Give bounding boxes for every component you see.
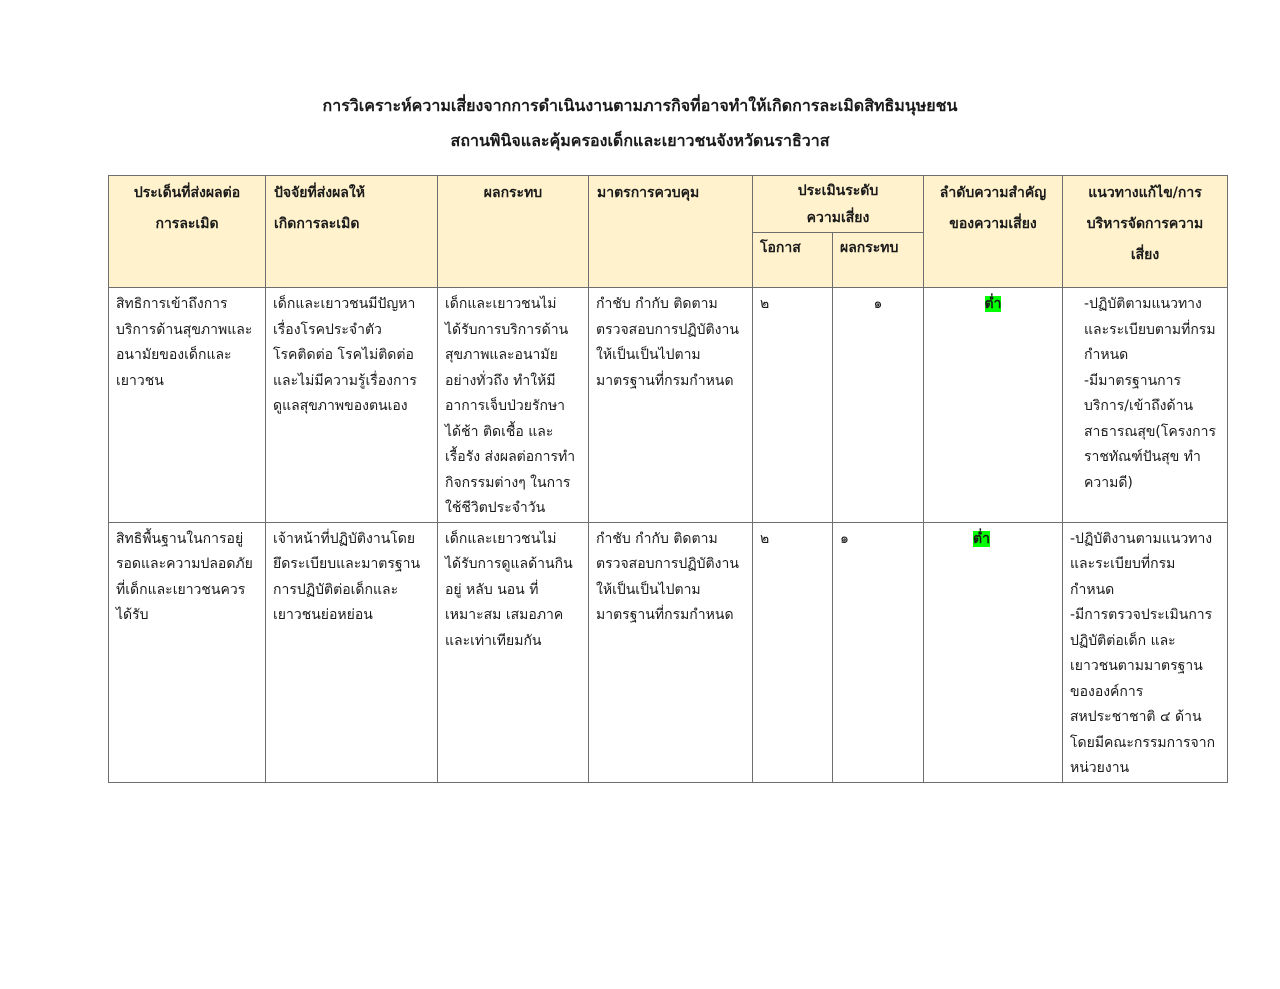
document-subtitle: สถานพินิจและคุ้มครองเด็กและเยาวชนจังหวัดนราธิวาส — [450, 131, 830, 150]
cell-priority — [924, 288, 1063, 523]
header-impact-score: ผลกระทบ — [833, 233, 924, 288]
cell-likelihood: ๒ — [753, 522, 833, 782]
table-row — [109, 288, 1228, 523]
cell-factor: เด็กและเยาวชนมีปัญหา เรื่องโรคประจำตัว โรคติดต่อ โรคไม่ติดต่อ และไม่มีความรู้เรื่องการ ดูแลสุขภาพของตนเอง — [266, 288, 438, 523]
cell-control: กำชับ กำกับ ติดตาม ตรวจสอบการปฏิบัติงาน ให้เป็นเป็นไปตาม มาตรฐานที่กรมกำหนด — [589, 288, 753, 523]
header-assessment: ประเมินระดับ ความเสี่ยง — [753, 176, 924, 233]
header-issue: ประเด็นที่ส่งผลต่อ การละเมิด — [109, 176, 266, 288]
cell-impact: เด็กและเยาวชนไม่ ได้รับการบริการด้าน สุขภาพและอนามัย อย่างทั่วถึง ทำให้มี อาการเจ็บป่วยรักษา ได้ช้า ติดเชื้อ และ เรื้อรัง ส่งผลต่อการทำ กิจกรรมต่างๆ ในการ ใช้ชีวิตประจำวัน — [438, 288, 589, 523]
cell-remedy: -ปฏิบัติงานตามแนวทาง และระเบียบที่กรม กำหนด -มีการตรวจประเมินการ ปฏิบัติต่อเด็ก และ เยาวชนตามมาตรฐาน ขององค์การ สหประชาชาติ ๔ ด้าน โดยมีคณะกรรมการจาก หน่วยงาน — [1063, 522, 1228, 782]
cell-issue: สิทธิการเข้าถึงการ บริการด้านสุขภาพและ อนามัยของเด็กและ เยาวชน — [109, 288, 266, 523]
cell-remedy: -ปฏิบัติตามแนวทาง และระเบียบตามที่กรม กำหนด -มีมาตรฐานการ บริการ/เข้าถึงด้าน สาธารณสุข(โครงการ ราชทัณฑ์ปันสุข ทำ ความดี) — [1063, 288, 1228, 523]
cell-priority — [924, 522, 1063, 782]
cell-issue: สิทธิพื้นฐานในการอยู่ รอดและความปลอดภัย ที่เด็กและเยาวชนควร ได้รับ — [109, 522, 266, 782]
cell-impact-score: ๑ — [833, 288, 924, 523]
document-title: การวิเคราะห์ความเสี่ยงจากการดำเนินงานตามภารกิจที่อาจทำให้เกิดการละเมิดสิทธิมนุษยชน — [322, 96, 958, 115]
priority-badge: ต่ำ — [973, 530, 990, 547]
risk-analysis-table — [108, 175, 1228, 783]
header-control: มาตรการควบคุม — [589, 176, 753, 288]
cell-factor: เจ้าหน้าที่ปฏิบัติงานโดย ยึดระเบียบและมาตรฐาน การปฏิบัติต่อเด็กและ เยาวชนย่อหย่อน — [266, 522, 438, 782]
table-row — [109, 522, 1228, 782]
header-likelihood: โอกาส — [753, 233, 833, 288]
header-remedy: แนวทางแก้ไข/การ บริหารจัดการความ เสี่ยง — [1063, 176, 1228, 288]
cell-impact: เด็กและเยาวชนไม่ ได้รับการดูแลด้านกิน อยู่ หลับ นอน ที่ เหมาะสม เสมอภาค และเท่าเทียมกัน — [438, 522, 589, 782]
header-impact: ผลกระทบ — [438, 176, 589, 288]
priority-badge: ต่ำ — [984, 296, 1002, 312]
header-priority: ลำดับความสำคัญ ของความเสี่ยง — [924, 176, 1063, 288]
header-row — [109, 176, 1228, 233]
cell-impact-score: ๑ — [833, 522, 924, 782]
header-factor: ปัจจัยที่ส่งผลให้ เกิดการละเมิด — [266, 176, 438, 288]
cell-likelihood: ๒ — [753, 288, 833, 523]
cell-control: กำชับ กำกับ ติดตาม ตรวจสอบการปฏิบัติงาน ให้เป็นเป็นไปตาม มาตรฐานที่กรมกำหนด — [589, 522, 753, 782]
